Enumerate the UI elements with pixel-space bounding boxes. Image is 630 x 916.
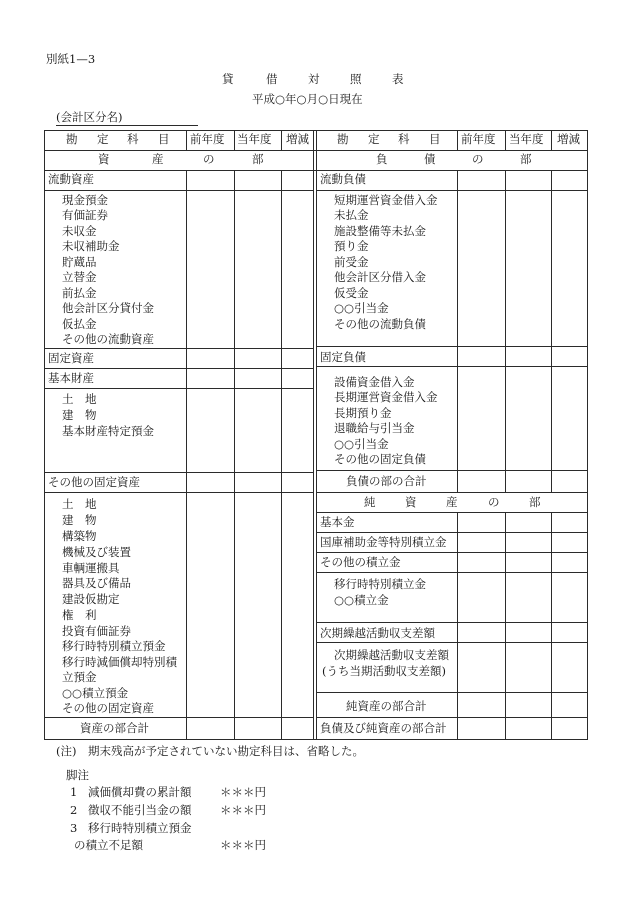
list-item: 有価証券 <box>62 208 108 222</box>
list-item: 短期運営資金借入金 <box>334 193 438 207</box>
list-item: 建 物 <box>62 408 97 422</box>
accounting-unit-underline <box>56 125 198 126</box>
subsidy-reserve-label: 国庫補助金等特別積立金 <box>320 535 447 549</box>
list-item: 長期運営資金借入金 <box>334 390 438 404</box>
list-item: 未収金 <box>62 224 97 238</box>
list-item: その他の固定負債 <box>334 452 426 466</box>
list-item: 現金預金 <box>62 193 108 207</box>
left-header-diff: 増減 <box>286 132 309 146</box>
title-char: 表 <box>392 72 404 86</box>
footnote-value: ＊＊＊円 <box>220 838 266 852</box>
footnote-value: ＊＊＊円 <box>220 803 266 817</box>
list-item: 他会計区分借入金 <box>334 270 426 284</box>
list-item: 貯蔵品 <box>62 255 97 269</box>
footnote-value: ＊＊＊円 <box>220 785 266 799</box>
net-assets-total-label: 純資産の部合計 <box>346 699 427 713</box>
list-item: 立預金 <box>62 670 97 684</box>
list-item: ○○積立金 <box>334 593 389 607</box>
list-item: 退職給与引当金 <box>334 421 415 435</box>
footnote-label: 減価償却費の累計額 <box>88 785 192 799</box>
list-item: 車輌運搬具 <box>62 561 120 575</box>
list-item: ○○積立預金 <box>62 686 129 700</box>
list-item: ○○引当金 <box>334 437 389 451</box>
list-item: 土 地 <box>62 497 97 511</box>
list-item: (うち当期活動収支差額) <box>322 664 446 678</box>
list-item: 預り金 <box>334 239 369 253</box>
list-item: 基本財産特定預金 <box>62 424 154 438</box>
list-item: 土 地 <box>62 392 97 406</box>
right-header-curr: 当年度 <box>509 132 544 146</box>
list-item: 仮払金 <box>62 317 97 331</box>
title-char: 対 <box>308 72 320 86</box>
current-liabilities-label: 流動負債 <box>320 172 366 186</box>
other-reserve-label: その他の積立金 <box>320 555 401 569</box>
accounting-unit-label: (会計区分名) <box>56 110 123 124</box>
current-assets-label: 流動資産 <box>48 172 94 186</box>
list-item: 移行時減価償却特別積 <box>62 655 177 669</box>
list-item: 移行時特別積立金 <box>334 577 426 591</box>
list-item: ○○引当金 <box>334 301 389 315</box>
list-item: 次期繰越活動収支差額 <box>334 648 449 662</box>
footnote-number: 3 <box>70 821 78 835</box>
footnote-title: 脚注 <box>66 768 89 782</box>
list-item: 仮受金 <box>334 286 369 300</box>
fixed-liabilities-label: 固定負債 <box>320 350 366 364</box>
attachment-label: 別紙1—3 <box>46 52 96 66</box>
footnote-label: 移行時特別積立預金 <box>88 821 192 835</box>
footnote-number: 1 <box>70 785 78 799</box>
remark-note: (注) 期末残高が予定されていない勘定科目は、省略した。 <box>56 744 364 758</box>
list-item: 前受金 <box>334 255 369 269</box>
as-of-date: 平成○年○月○日現在 <box>252 92 363 106</box>
surplus-label: 次期繰越活動収支差額 <box>320 626 435 640</box>
list-item: その他の流動負債 <box>334 317 426 331</box>
left-header-curr: 当年度 <box>237 132 272 146</box>
list-item: 立替金 <box>62 270 97 284</box>
list-item: 施設整備等未払金 <box>334 224 426 238</box>
list-item: 設備資金借入金 <box>334 375 415 389</box>
list-item: その他の固定資産 <box>62 701 154 715</box>
left-header-prev: 前年度 <box>190 132 225 146</box>
list-item: 構築物 <box>62 529 97 543</box>
list-item: 未払金 <box>334 208 369 222</box>
other-fixed-assets-label: その他の固定資産 <box>48 475 140 489</box>
liabilities-total-label: 負債の部の合計 <box>346 474 427 488</box>
basic-property-label: 基本財産 <box>48 371 94 385</box>
footnote-label-continued: の積立不足額 <box>74 838 143 852</box>
grand-total-label: 負債及び純資産の部合計 <box>320 721 447 735</box>
list-item: 機械及び装置 <box>62 545 131 559</box>
list-item: 移行時特別積立預金 <box>62 639 166 653</box>
list-item: 長期預り金 <box>334 406 392 420</box>
capital-label: 基本金 <box>320 515 355 529</box>
list-item: 投資有価証券 <box>62 624 131 638</box>
footnote-label: 徴収不能引当金の額 <box>88 803 192 817</box>
right-header-diff: 増減 <box>557 132 580 146</box>
fixed-assets-label: 固定資産 <box>48 351 94 365</box>
title-char: 照 <box>350 72 362 86</box>
list-item: 前払金 <box>62 286 97 300</box>
list-item: 建設仮勘定 <box>62 592 120 606</box>
list-item: 建 物 <box>62 513 97 527</box>
list-item: 器具及び備品 <box>62 576 131 590</box>
right-header-prev: 前年度 <box>461 132 496 146</box>
list-item: 他会計区分貸付金 <box>62 301 154 315</box>
list-item: その他の流動資産 <box>62 332 154 346</box>
list-item: 権 利 <box>62 608 97 622</box>
title-char: 貸 <box>222 72 234 86</box>
assets-total-label: 資産の部合計 <box>80 721 149 735</box>
title-char: 借 <box>266 72 278 86</box>
footnote-number: 2 <box>70 803 78 817</box>
list-item: 未収補助金 <box>62 239 120 253</box>
